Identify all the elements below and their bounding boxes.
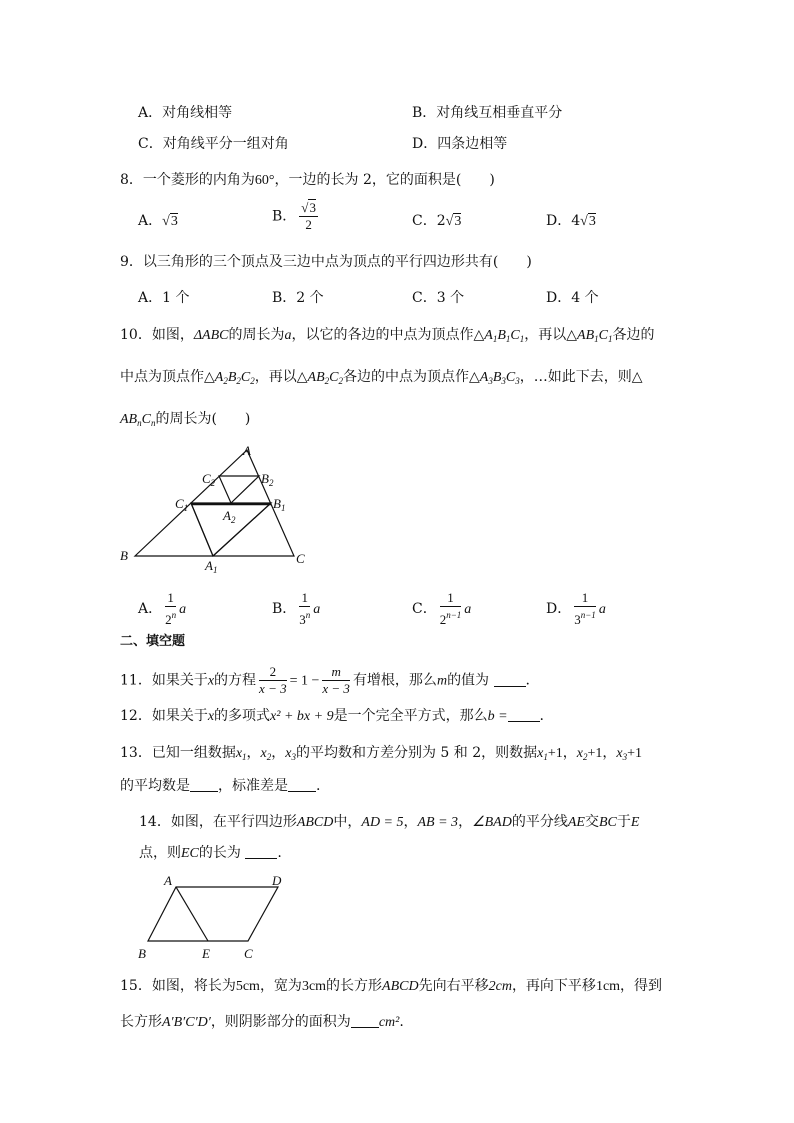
q8-option-b: B． $\frac{√3}{2}$ — [272, 200, 316, 232]
q10-line3: $AB_nC_n$的周长为( ) — [120, 411, 251, 428]
q9-option-a: A．1 个 — [138, 290, 190, 306]
q9-option-b: B．2 个 — [272, 290, 324, 306]
svg-text:A2: $A_2$ — [223, 508, 236, 525]
q8-option-a: A．√3 — [138, 213, 178, 229]
svg-text:C: C — [296, 551, 305, 566]
q7-option-b: B．对角线互相垂直平分 — [412, 105, 563, 121]
q10-triangle-figure — [115, 442, 315, 582]
svg-text:B: B — [138, 946, 146, 961]
parallelogram-abcd — [148, 887, 278, 941]
q13-mean-blank — [190, 777, 218, 792]
q9-option-c: C．3 个 — [412, 290, 465, 306]
svg-text:E: E — [202, 946, 210, 961]
q12-stem: 12．如果关于x的多项式x² + bx + 9是一个完全平方式，那么b = . — [120, 708, 544, 724]
svg-text:D: D — [272, 873, 282, 888]
q8-option-c: C．2√3 — [412, 213, 462, 229]
q10-option-b: B． $\frac{1}{3^n}$ a — [272, 590, 321, 627]
q14-line1: 14．如图，在平行四边形ABCD中，AD = 5，AB = 3，∠BAD的平分线AE交BC于E — [139, 814, 640, 830]
q14-line2: 点，则EC的长为 . — [139, 845, 282, 861]
q13-stddev-blank — [288, 777, 316, 792]
svg-text:A1: $A_1$ — [205, 558, 218, 575]
q10-option-c: C． $\frac{1}{2^{n-1}}$ a — [412, 590, 472, 627]
q8-option-d: D．4√3 — [546, 213, 596, 229]
q14-answer-blank — [245, 844, 277, 859]
triangle-a2b2c2 — [219, 476, 259, 503]
q9-stem: 9．以三角形的三个顶点及三边中点为顶点的平行四边形共有( ) — [120, 254, 532, 270]
svg-text:A: A — [243, 443, 251, 458]
svg-text:B2: $B_2$ — [261, 471, 274, 488]
section-fill-in-heading: 二、填空题 — [120, 634, 186, 649]
svg-text:C2: $C_2$ — [202, 471, 216, 488]
q11-answer-blank — [494, 672, 526, 687]
q15-answer-blank — [351, 1013, 379, 1028]
q11-stem: 11．如果关于x的方程 $\frac{2}{x - 3}$ = 1 − $\frac{m}{x - 3}$ 有增根，那么m的值为 . — [120, 664, 530, 696]
q7-option-c: C．对角线平分一组对角 — [138, 136, 289, 152]
q13-line1: 13．已知一组数据$x_1$，$x_2$，$x_3$的平均数和方差分别为 5 和 2，则数据$x_1+1$，$x_2+1$，$x_3+1$ — [120, 745, 643, 762]
q10-option-a: A． $\frac{1}{2^n}$ a — [138, 590, 187, 627]
triangle-a1b1c1 — [191, 503, 271, 556]
q15-line1: 15．如图，将长为5cm，宽为3cm的长方形ABCD先向右平移2cm，再向下平移1cm，得到 — [120, 978, 663, 994]
q15-line2: 长方形A′B′C′D′，则阴影部分的面积为 cm². — [120, 1014, 404, 1030]
q14-parallelogram-figure — [130, 870, 300, 965]
q9-option-d: D．4 个 — [546, 290, 599, 306]
svg-text:B1: $B_1$ — [273, 496, 286, 513]
q10-line1: 10．如图，ΔABC的周长为a，以它的各边的中点为顶点作$\triangle A_1B_1C_1$，再以$\triangle AB_1C_1$各边的 — [120, 327, 655, 344]
svg-text:C1: $C_1$ — [175, 496, 189, 513]
q12-answer-blank — [508, 707, 540, 722]
q10-option-d: D． $\frac{1}{3^{n-1}}$ a — [546, 590, 606, 627]
q8-stem: 8．一个菱形的内角为60°，一边的长为 2，它的面积是( ) — [120, 172, 495, 188]
svg-text:C: C — [244, 946, 253, 961]
q13-line2: 的平均数是 ，标准差是 . — [120, 778, 321, 794]
q7-option-a: A．对角线相等 — [138, 105, 233, 121]
bisector-ae — [176, 887, 208, 941]
q7-option-d: D．四条边相等 — [412, 136, 508, 152]
svg-text:B: B — [120, 548, 128, 563]
svg-text:A: A — [164, 873, 172, 888]
q10-line2: 中点为顶点作$\triangle A_2B_2C_2$，再以$\triangle AB_2C_2$各边的中点为顶点作$\triangle A_3B_3C_3$，…如此下去，则△ — [120, 369, 643, 386]
